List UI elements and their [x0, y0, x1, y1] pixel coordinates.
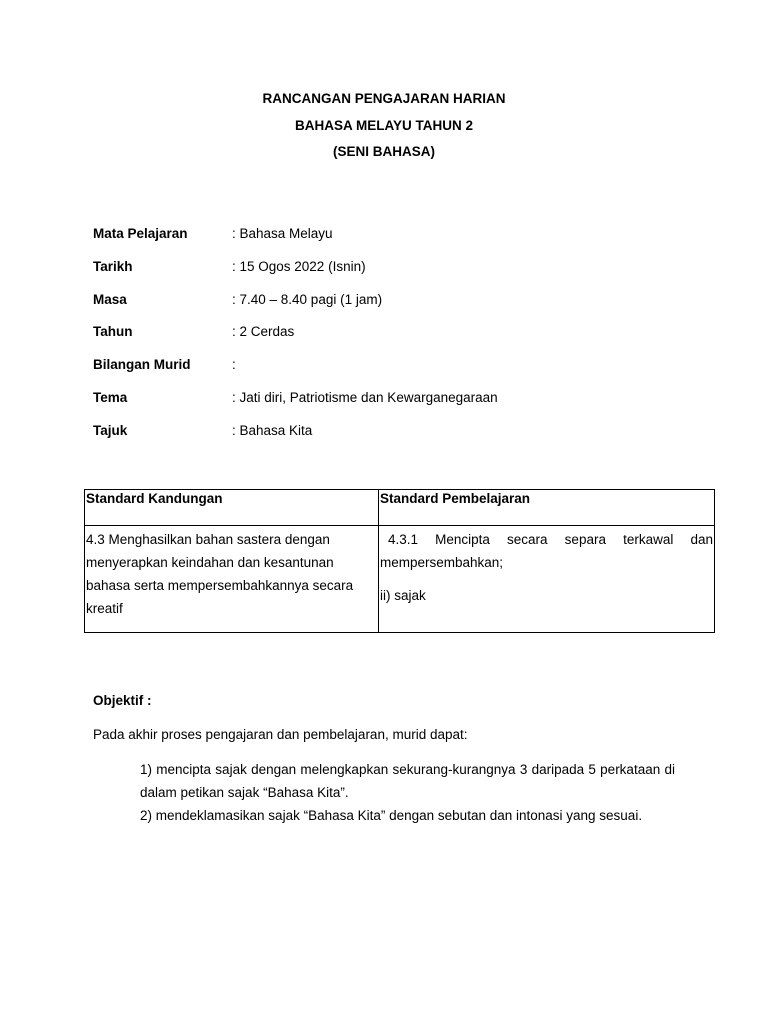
info-row-theme — [93, 389, 693, 422]
info-value: : Bahasa Kita — [232, 422, 313, 438]
info-value: : Bahasa Melayu — [232, 226, 333, 241]
table-row — [85, 526, 715, 633]
document-title — [0, 86, 768, 166]
header-learning-standard: Standard Pembelajaran — [379, 490, 715, 526]
info-label: Bilangan Murid — [93, 357, 191, 373]
content-standard-cell: 4.3 Menghasilkan bahan sastera dengan menyerapkan keindahan dan kesantunan bahasa serta mempersembahkannya secara kreatif — [85, 526, 379, 633]
table-header-row — [85, 490, 715, 526]
learning-standard-text: 4.3.1 Mencipta secara separa terkawal dan mempersembahkan; — [380, 532, 713, 570]
objectives-section — [93, 692, 675, 827]
info-row-date — [93, 258, 693, 291]
info-label: Tahun — [93, 324, 133, 340]
title-line-3: (SENI BAHASA) — [332, 144, 435, 159]
info-row-topic — [93, 422, 693, 455]
list-item: 2) mendeklamasikan sajak “Bahasa Kita” dengan sebutan dan intonasi yang sesuai. — [140, 808, 643, 823]
objectives-list — [93, 758, 675, 827]
info-value: : 7.40 – 8.40 pagi (1 jam) — [232, 291, 383, 307]
info-label: Tarikh — [93, 258, 133, 274]
learning-standard-cell — [379, 526, 715, 633]
objectives-intro: Pada akhir proses pengajaran dan pembelajaran, murid dapat: — [93, 727, 468, 742]
lesson-info — [93, 225, 693, 455]
info-value: : Jati diri, Patriotisme dan Kewarganegaraan — [232, 389, 498, 405]
info-row-subject — [93, 225, 693, 258]
info-value: : 15 Ogos 2022 (Isnin) — [232, 258, 366, 274]
info-value: : 2 Cerdas — [232, 324, 295, 340]
learning-standard-item: ii) sajak — [380, 588, 426, 603]
info-row-student-count — [93, 356, 693, 389]
info-row-time — [93, 291, 693, 324]
objectives-heading: Objektif : — [93, 693, 152, 708]
info-label: Tajuk — [93, 422, 128, 438]
info-label: Tema — [93, 389, 128, 405]
info-label: Masa — [93, 291, 127, 307]
header-content-standard: Standard Kandungan — [85, 490, 379, 526]
title-line-1: RANCANGAN PENGAJARAN HARIAN — [262, 91, 506, 106]
info-value: : — [232, 357, 236, 373]
list-item: 1) mencipta sajak dengan melengkapkan sekurang-kurangnya 3 daripada 5 perkataan di dalam petikan sajak “Bahasa Kita”. — [140, 762, 675, 800]
title-line-2: BAHASA MELAYU TAHUN 2 — [294, 117, 473, 133]
info-row-year — [93, 323, 693, 356]
standards-table — [84, 489, 715, 633]
info-label: Mata Pelajaran — [93, 226, 188, 241]
